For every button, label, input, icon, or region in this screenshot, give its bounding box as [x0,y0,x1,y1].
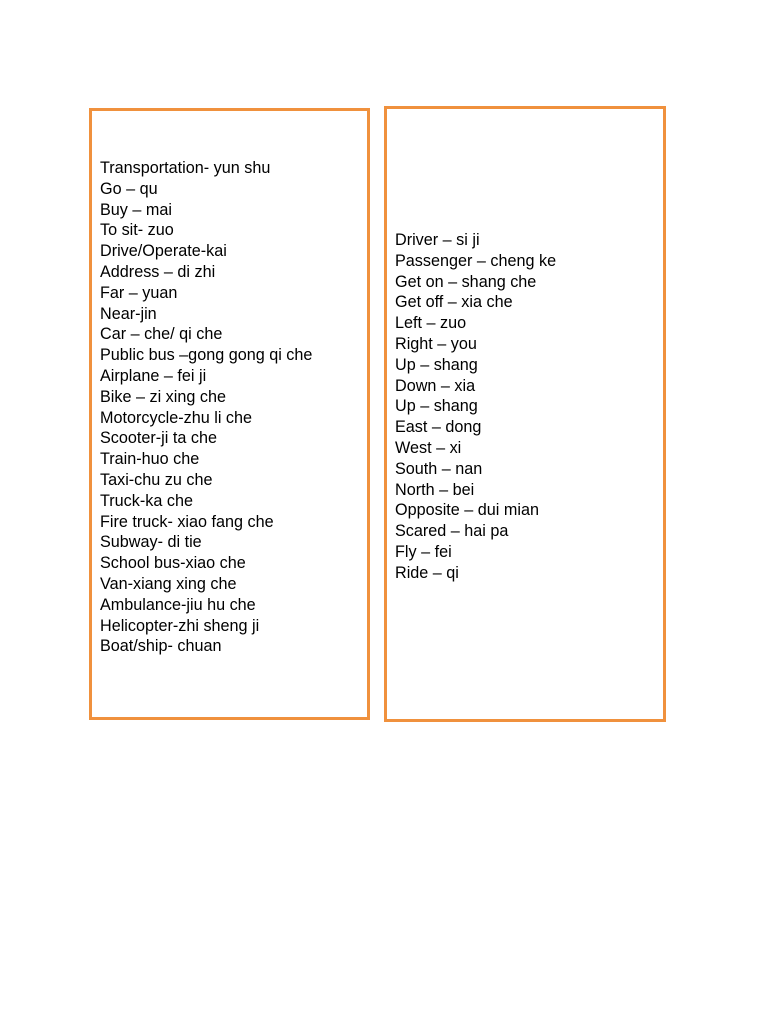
list-item: Public bus –gong gong qi che [100,346,313,365]
list-item: Near-jin [100,304,157,323]
list-item: Get on – shang che [395,272,537,291]
vocabulary-box-left [89,108,370,720]
list-item: Right – you [395,334,477,353]
list-item: Opposite – dui mian [395,501,539,520]
list-item: Van-xiang xing che [100,574,237,593]
list-item: Airplane – fei ji [100,366,207,385]
list-item: Passenger – cheng ke [395,251,557,270]
list-item: Driver – si ji [395,231,480,249]
list-item: Fire truck- xiao fang che [100,512,274,531]
list-item: East – dong [395,418,482,437]
list-item: Boat/ship- chuan [100,637,222,656]
list-item: Get off – xia che [395,293,513,312]
list-item: Down – xia [395,376,476,395]
list-item: To sit- zuo [100,221,174,240]
list-item: West – xi [395,438,462,457]
list-item: Far – yuan [100,283,178,302]
list-item: South – nan [395,459,483,478]
list-item: Up – shang [395,355,478,374]
list-item: Transportation- yun shu [100,159,271,177]
list-item: Helicopter-zhi sheng ji [100,616,260,635]
list-item: Ambulance-jiu hu che [100,595,256,614]
list-item: Scared – hai pa [395,522,509,541]
list-item: School bus-xiao che [100,554,246,573]
list-item: North – bei [395,480,475,499]
list-item: Bike – zi xing che [100,387,226,406]
list-item: Go – qu [100,179,158,198]
list-item: Taxi-chu zu che [100,470,213,489]
list-item: Fly – fei [395,542,452,561]
vocabulary-list-right [395,230,556,584]
list-item: Address – di zhi [100,262,216,281]
list-item: Scooter-ji ta che [100,429,217,448]
list-item: Train-huo che [100,450,200,469]
vocabulary-list-left [100,158,312,657]
vocabulary-box-right [384,106,666,722]
list-item: Buy – mai [100,200,172,219]
list-item: Car – che/ qi che [100,325,223,344]
list-item: Motorcycle-zhu li che [100,408,253,427]
list-item: Up – shang [395,397,478,416]
list-item: Left – zuo [395,314,467,333]
list-item: Truck-ka che [100,491,193,510]
list-item: Subway- di tie [100,533,202,552]
list-item: Drive/Operate-kai [100,242,227,261]
list-item: Ride – qi [395,563,459,582]
